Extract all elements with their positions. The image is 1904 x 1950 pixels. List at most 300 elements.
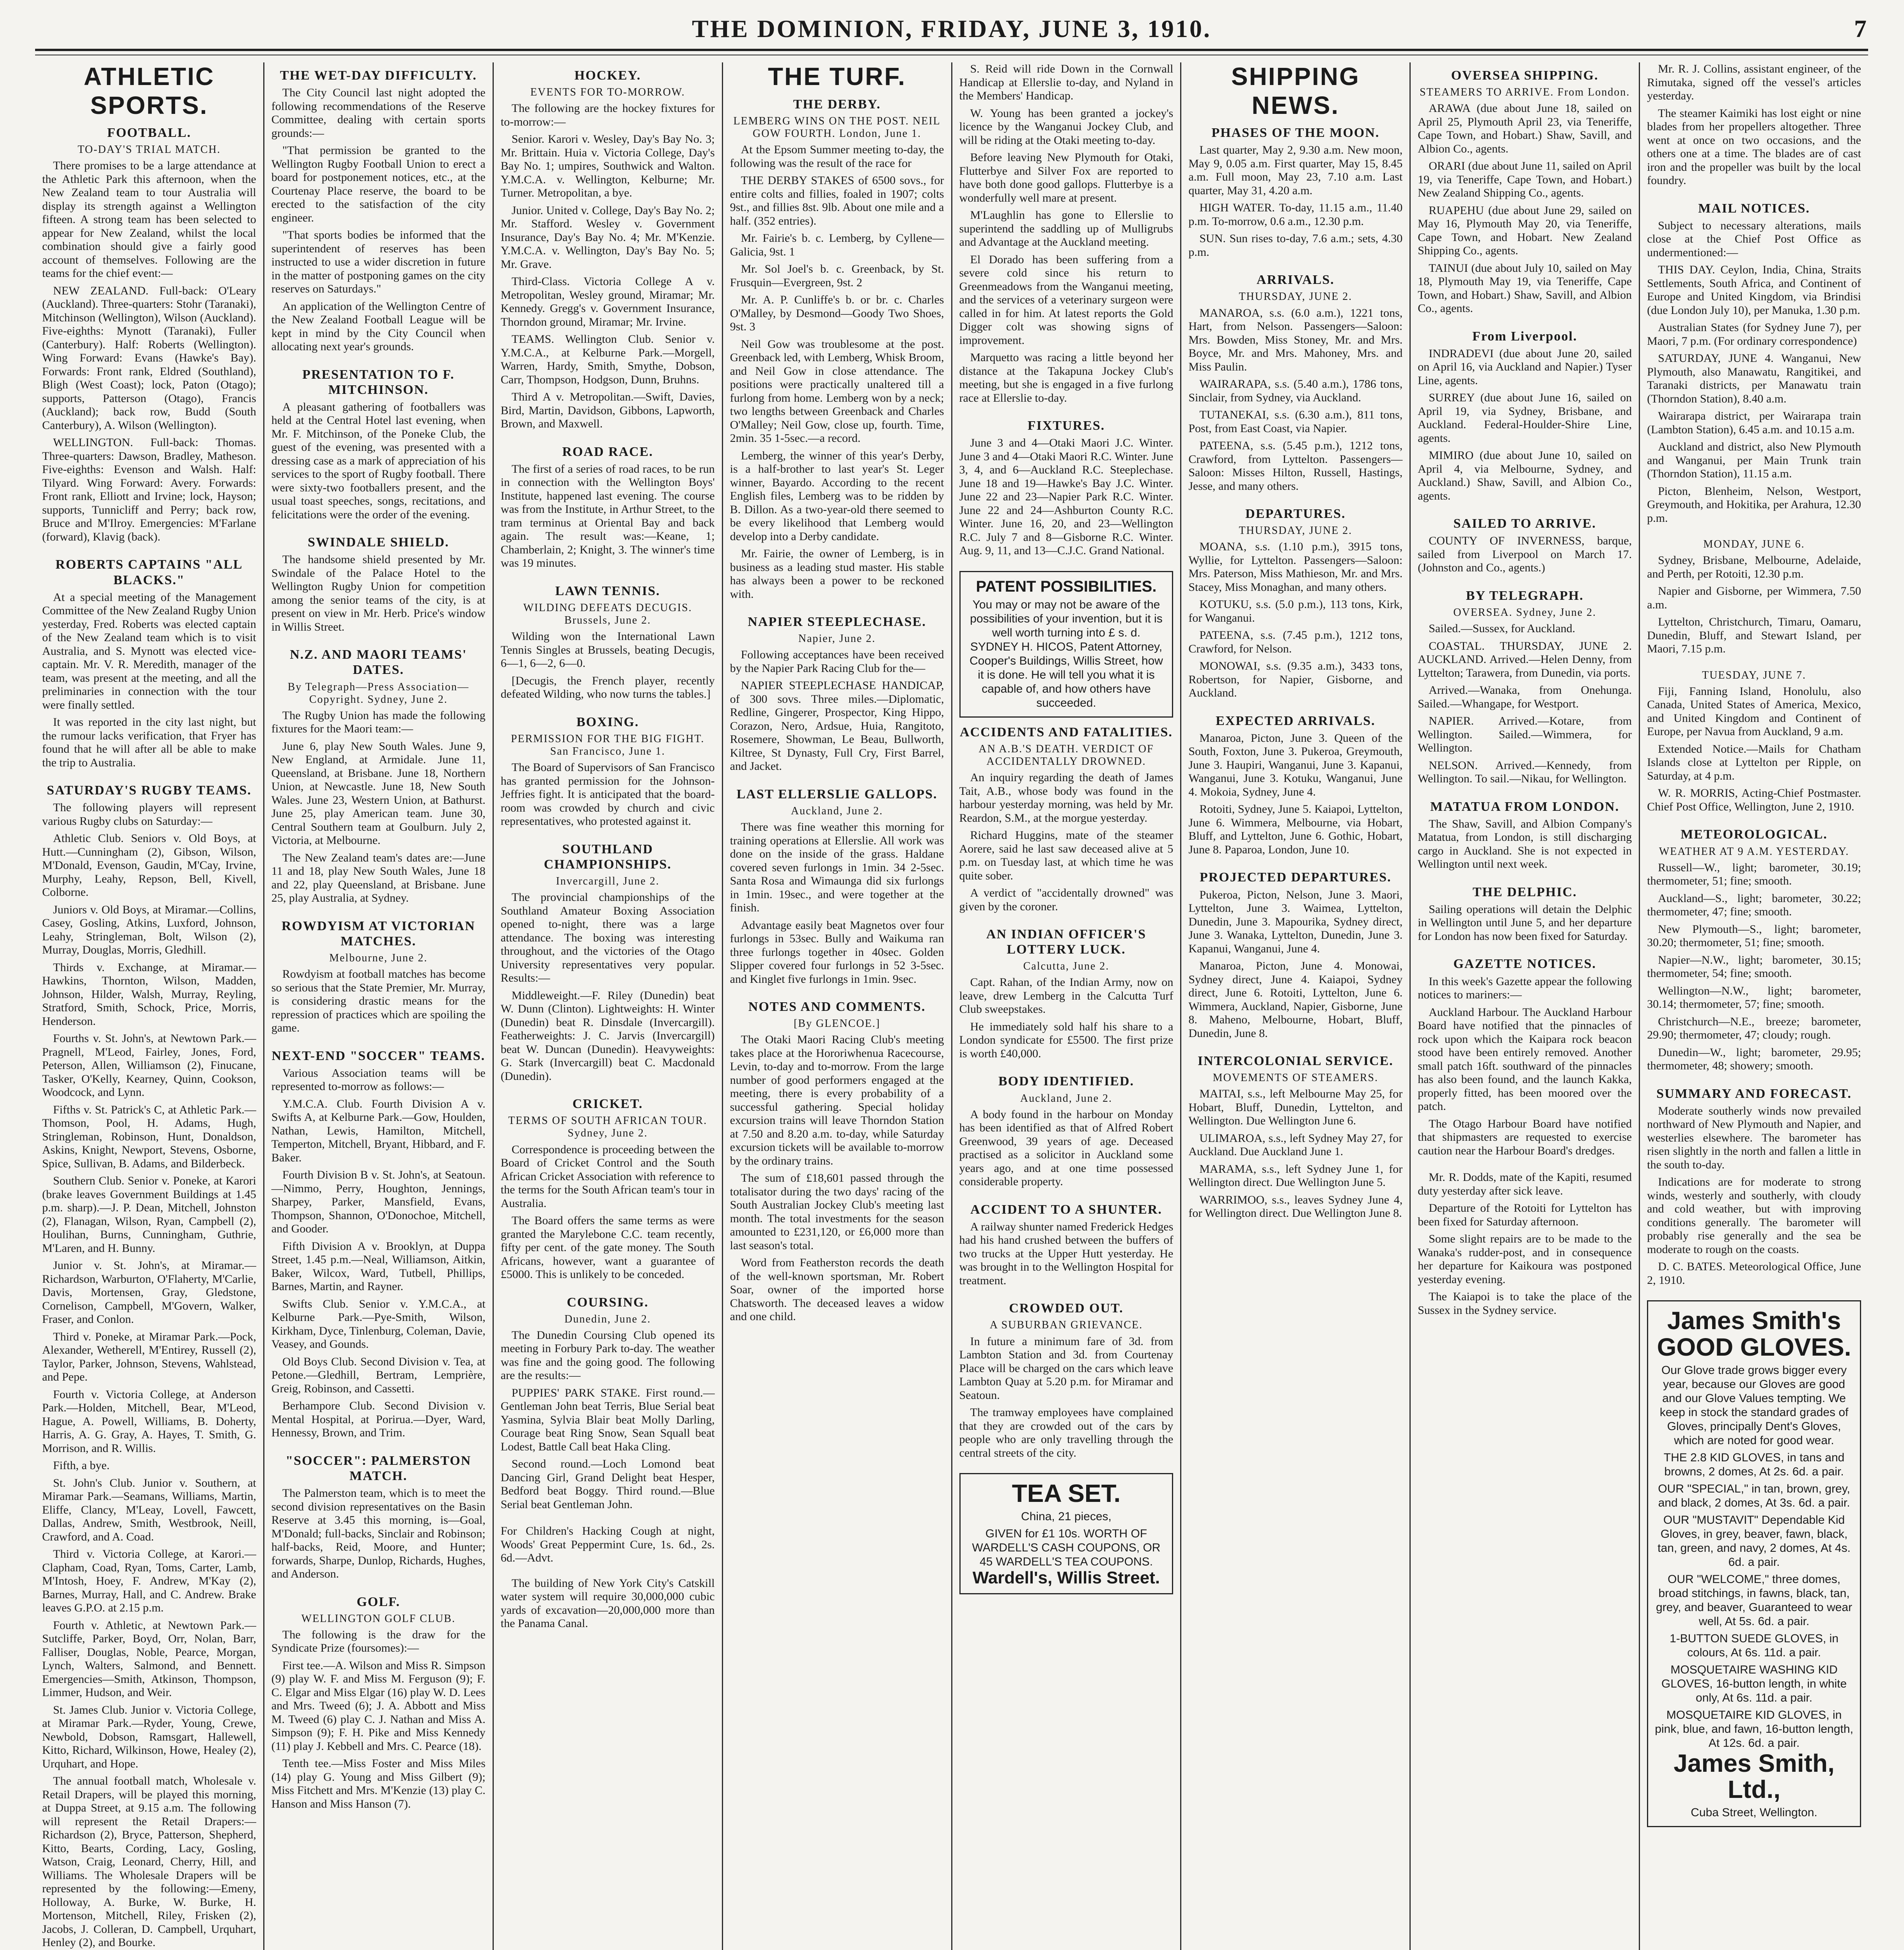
article-section (1647, 669, 1861, 814)
article-headline: From Liverpool. (1472, 329, 1578, 344)
article-paragraph: Fifth Division A v. Brooklyn, at Duppa Street, 1.45 p.m.—Neal, Williamson, Aitkin, Baker, Wilcox, Ward, Tutbell, Phillips, Barnes, Martin, and Rayner. (271, 1239, 486, 1293)
article-headline: ROBERTS CAPTAINS "ALL BLACKS." (55, 557, 243, 587)
article-section (1418, 516, 1632, 575)
article-paragraph: The tramway employees have complained that they are crowded out of the cars by people who are only travelling through the central streets of the city. (959, 1406, 1174, 1459)
article-paragraph: WAIRARAPA, s.s. (5.40 a.m.), 1786 tons, Sinclair, from Sydney, via Auckland. (1188, 378, 1403, 404)
article-paragraph: Various Association teams will be represented to-morrow as follows:— (271, 1066, 486, 1093)
article-section (271, 1453, 486, 1581)
article-section (501, 68, 715, 431)
article-headline: SAILED TO ARRIVE. (1453, 516, 1596, 531)
article-subhead: WEATHER AT 9 A.M. YESTERDAY. (1659, 845, 1849, 858)
article-paragraph: Indications are for moderate to strong winds, westerly and southerly, with cloudy and cold weather, but with improving conditions generally. The barometer will probably rise generally and the sea be moderate to rough on the coasts. (1647, 1175, 1861, 1256)
article-paragraph: The annual football match, Wholesale v. Retail Drapers, will be played this morning, at Duppa Street, at 9.15 a.m. The following will represent the Retail Drapers:—Richardson (2), Bryce, Patterson, Shepherd, Kitto, Bearts, Cording, Lacy, Gosling, Watson, Craig, Leonard, Cherry, Hill, and Williams. The Wholesale Drapers will be represented by the following:—Emeny, Holloway, A. Burke, W. Burke, H. Mortenson, Mitchell, Riley, Frisken (2), Jacobs, J. Colleran, D. Campbell, Urquhart, Henley (2), and Bourke. (42, 1774, 256, 1949)
article-paragraph: Mr. Sol Joel's b. c. Greenback, by St. Frusquin—Evergreen, 9st. 2 (730, 262, 944, 289)
article-subhead: STEAMERS TO ARRIVE. From London. (1420, 86, 1630, 99)
article-paragraph: WELLINGTON. Full-back: Thomas. Three-quarters: Dawson, Bradley, Matheson. Five-eighths: Evenson and Walsh. Half: Tilyard. Wing Forward: Avery. Forwards: Front rank, Elliott and Irvine; lock, Hayson; supports, Tunnicliff and Perry; back row, Bruce and M'Ilroy. Emergencies: M'Farlane (forward), Klavig (back). (42, 436, 256, 543)
article-paragraph: The Rugby Union has made the following fixtures for the Maori team:— (271, 709, 486, 736)
article-paragraph: Subject to necessary alterations, mails close at the Chief Post Office as undermentioned:— (1647, 219, 1861, 259)
advertisement-james-smith (1647, 1300, 1861, 1827)
article-headline: BY TELEGRAPH. (1466, 588, 1584, 603)
article-paragraph: MIMIRO (due about June 10, sailed on April 4, via Melbourne, Sydney, and Auckland.) Shaw, Savill, and Albion Co., agents. (1418, 449, 1632, 502)
advertisement-peppermint: For Children's Hacking Cough at night, Woods' Great Peppermint Cure, 1s. 6d., 2s. 6d.—Advt. (500, 1525, 715, 1565)
article-headline: LAST ELLERSLIE GALLOPS. (736, 787, 938, 801)
article-headline: MATATUA FROM LONDON. (1430, 799, 1620, 814)
article-paragraph: St. James Club. Junior v. Victoria College, at Miramar Park.—Ryder, Young, Crewe, Newbold, Dobson, Ramsgart, Hallewell, Kitto, Richard, Wilkinson, Howe, Healey (2), Urquhart, and Hope. (42, 1703, 256, 1770)
article-section (1188, 870, 1402, 1040)
article-subhead: OVERSEA. Sydney, June 2. (1453, 606, 1596, 619)
article-paragraph: An inquiry regarding the death of James Tait, A.B., whose body was found in the harbour yesterday morning, was held by Mr. Reardon, S.M., at the morgue yesterday. (959, 771, 1174, 824)
section-title: ATHLETIC SPORTS. (83, 62, 215, 119)
article-paragraph: NAPIER. Arrived.—Kotare, from Wellington. Sailed.—Wimmera, for Wellington. (1418, 714, 1632, 755)
column-7 (1411, 62, 1640, 1950)
article-paragraph: HIGH WATER. To-day, 11.15 a.m., 11.40 p.m. To-morrow, 0.6 a.m., 12.30 p.m. (1188, 201, 1403, 228)
article-headline: THE WET-DAY DIFFICULTY. (280, 68, 477, 83)
article-paragraph: TEAMS. Wellington Club. Senior v. Y.M.C.A., at Kelburne Park.—Morgell, Warren, Hardy, Smith, Smythe, Dobson, Carr, Thompson, Hodgson, Dunn, Bruhns. (500, 333, 715, 386)
article-headline: MAIL NOTICES. (1698, 201, 1810, 216)
column-1 (35, 62, 264, 1950)
masthead (35, 10, 1868, 48)
article-paragraph: Departure of the Rotoiti for Lyttelton has been fixed for Saturday afternoon. (1418, 1202, 1632, 1228)
article-paragraph: The building of New York City's Catskill water system will require 30,000,000 cubic yards of excavation—20,000,000 more than the Panama Canal. (500, 1576, 715, 1630)
article-section (1188, 62, 1402, 259)
article-paragraph: In this week's Gazette appear the following notices to mariners:— (1418, 975, 1632, 1002)
article-subhead: LEMBERG WINS ON THE POST. NEIL GOW FOURTH. London, June 1. (733, 115, 941, 140)
article-subhead: TERMS OF SOUTH AFRICAN TOUR. Sydney, June 2. (508, 1115, 707, 1140)
article-section (730, 999, 944, 1324)
article-paragraph: A pleasant gathering of footballers was held at the Central Hotel last evening, when Mr. F. Mitchinson, of the Poneke Club, the guest of the evening, was presented with a dressing case as a mark of appreciation of his services to the sport of Rugby football. There were sixty-two footballers present, and the usual toast speeches, songs, recitations, and felicitations were the order of the evening. (271, 400, 486, 521)
article-headline: NOTES AND COMMENTS. (748, 1000, 926, 1014)
article-paragraph: Last quarter, May 2, 9.30 a.m. New moon, May 9, 0.05 a.m. First quarter, May 15, 8.45 a.m. Full moon, May 23, 7.10 a.m. Last quarter, May 31, 4.20 a.m. (1188, 144, 1403, 197)
article-paragraph: Middleweight.—F. Riley (Dunedin) beat W. Dunn (Clinton). Lightweights: H. Winter (Dunedin) beat R. Dinsdale (Invercargill). Featherweights: J. C. Jarvis (Invercargill) beat W. Duncan (Dunedin). Heavyweights: G. Stark (Invercargill) beat C. Macdonald (Dunedin). (500, 989, 715, 1083)
article-headline: INTERCOLONIAL SERVICE. (1197, 1054, 1393, 1069)
article-paragraph: Fourth Division B v. St. John's, at Seatoun.—Nimmo, Perry, Houghton, Jennings, Sharpey, Parker, Mansfield, Evans, Thompson, Shannon, O'Donochoe, Mitchell, and Gooder. (271, 1168, 486, 1236)
article-subhead: Invercargill, June 2. (556, 875, 659, 887)
article-paragraph: Third-Class. Victoria College A v. Metropolitan, Wesley ground, Miramar; Mr. Kennedy. Gregg's v. Government Insurance, Thorndon ground, Miramar; Mr. Irvine. (500, 275, 715, 328)
article-paragraph: Old Boys Club. Second Division v. Tea, at Petone.—Gledhill, Bertram, Lemprière, Greig, Robinson, and Cassetti. (271, 1355, 486, 1395)
article-headline: CRICKET. (572, 1097, 643, 1112)
article-paragraph: Manaroa, Picton, June 4. Monowai, Sydney direct, June 4. Kaiapoi, Sydney direct, June 6. Rotoiti, Lyttelton, June 6. Wimmera, Auckland, Napier, Gisborne, June 8. Maheno, Melbourne, Hobart, Bluff, Dunedin, June 8. (1188, 959, 1403, 1040)
article-headline: SATURDAY'S RUGBY TEAMS. (46, 783, 252, 798)
article-paragraph: He immediately sold half his share to a London syndicate for £5500. The first prize is worth £40,000. (959, 1020, 1174, 1060)
article-subhead: [By GLENCOE.] (794, 1018, 881, 1030)
article-paragraph: Auckland and district, also New Plymouth and Wanganui, per Main Trunk train (Thorndon Station), 11.15 a.m. (1647, 440, 1861, 480)
article-paragraph: A verdict of "accidentally drowned" was given by the coroner. (959, 886, 1174, 913)
article-headline: BODY IDENTIFIED. (998, 1074, 1134, 1089)
article-paragraph: Rotoiti, Sydney, June 5. Kaiapoi, Lyttelton, June 6. Wimmera, Melbourne, via Hobart, Bluff, and Lyttelton, June 6. Gothic, Hobart, June 8. Paparoa, London, June 10. (1188, 803, 1403, 856)
article-headline: CROWDED OUT. (1009, 1301, 1124, 1316)
article-paragraph: D. C. BATES. Meteorological Office, June 2, 1910. (1647, 1260, 1861, 1287)
article-paragraph: RUAPEHU (due about June 29, sailed on May 16, Plymouth May 20, via Teneriffe, Cape Town, and Hobart. New Zealand Shipping Co., agents. (1418, 204, 1632, 257)
article-section (1647, 827, 1861, 1072)
article-paragraph: A railway shunter named Frederick Hedges had his hand crushed between the buffers of two trucks at the Upper Hutt yesterday. He was brought in to the Wellington Hospital for treatment. (959, 1220, 1174, 1287)
article-paragraph: COASTAL. THURSDAY, JUNE 2. AUCKLAND. Arrived.—Helen Denny, from Lyttelton; Tarawera, from Dunedin, via ports. (1418, 639, 1632, 679)
article-subhead: THURSDAY, JUNE 2. (1239, 291, 1353, 303)
article-paragraph: Neil Gow was troublesome at the post. Greenback led, with Lemberg, Whisk Broom, and Neil Gow in close attendance. The positions were practically unaltered till a furlong from home. Lemberg won by a neck; two lengths between Greenback and Charles O'Malley; Neil Gow, close up, fourth. Time, 2min. 35 1-5sec.—a record. (730, 337, 944, 445)
article-paragraph: First tee.—A. Wilson and Miss R. Simpson (9) play W. F. and Miss M. Ferguson (9); F. C. Elgar and Miss Elgar (16) play W. D. Lees and Mrs. Tweed (6); J. A. Abbott and Miss M. Tweed (6) play C. J. Nathan and Miss A. Simpson (9); F. H. Pike and Miss Kennedy (11) play J. Kebbell and Mrs. C. Pearce (18). (271, 1659, 486, 1753)
article-section (271, 647, 486, 905)
article-headline: PROJECTED DEPARTURES. (1199, 870, 1392, 885)
article-section (271, 68, 486, 354)
article-paragraph: Fourth v. Victoria College, at Anderson Park.—Holden, Mitchell, Bear, M'Leod, Hague, A. Powell, Williams, B. Doherty, Harris, A. G. Gray, A. Hayes, T. Smith, G. Morrison, and R. Willis. (42, 1388, 256, 1455)
article-paragraph: NEW ZEALAND. Full-back: O'Leary (Auckland). Three-quarters: Stohr (Taranaki), Mitchinson (Wellington), Wilson (Auckland). Five-eighths: Mynott (Taranaki), Fuller (Canterbury). Half: Roberts (Wellington). Wing Forward: Evans (Hawke's Bay). Forwards: Front rank, Eldred (Southland), Bligh (West Coast); lock, Paton (Otago); supports, Patterson (Otago), Francis (Auckland); back row, Budd (South Canterbury), A. Wilson (Wellington). (42, 284, 256, 432)
article-headline: "SOCCER": PALMERSTON MATCH. (285, 1453, 472, 1483)
article-subhead: MOVEMENTS OF STEAMERS. (1213, 1072, 1378, 1084)
article-headline: PRESENTATION TO F. MITCHINSON. (302, 367, 455, 397)
article-section (1418, 799, 1632, 871)
article-paragraph: The steamer Kaimiki has lost eight or nine blades from her propellers altogether. Three went at once on two occasions, and the others one at a time. The blades are of cast iron and the propeller was built by the local foundry. (1647, 106, 1861, 187)
article-headline: GAZETTE NOTICES. (1453, 957, 1596, 971)
article-paragraph: Richard Huggins, mate of the steamer Aorere, said he last saw deceased alive at 5 p.m. on Tuesday last, at which time he was quite sober. (959, 829, 1174, 882)
article-headline: SUMMARY AND FORECAST. (1656, 1086, 1852, 1101)
article-headline: PHASES OF THE MOON. (1211, 126, 1380, 140)
article-paragraph: Mr. A. P. Cunliffe's b. or br. c. Charles O'Malley, by Desmond—Goody Two Shoes, 9st. 3 (730, 293, 944, 333)
article-paragraph: Sailing operations will detain the Delphic in Wellington until June 5, and her departure for London has now been fixed for Saturday. (1418, 902, 1632, 943)
article-paragraph: Wellington—N.W., light; barometer, 30.14; thermometer, 57; fine; smooth. (1647, 984, 1861, 1011)
article-paragraph: Senior. Karori v. Wesley, Day's Bay No. 3; Mr. Brittain. Huia v. Victoria College, Day's Bay No. 1; umpires, Southwick and Walton. Y.M.C.A. v. Wellington, Kelburne; Mr. Turner. Metropolitan, a bye. (500, 133, 715, 200)
article-paragraph: The handsome shield presented by Mr. Swindale of the Palace Hotel to the Wellington Rugby Union for competition among the senior teams of the city, is at present on view in Mr. Herb. Price's window in Willis Street. (271, 553, 486, 633)
article-subhead: TUESDAY, JUNE 7. (1702, 669, 1806, 681)
ad-item: THE 2.8 KID GLOVES, in tans and browns, 2 domes, At 2s. 6d. a pair. (1663, 1451, 1845, 1478)
article-headline: ACCIDENT TO A SHUNTER. (970, 1202, 1162, 1217)
article-section (730, 787, 944, 986)
article-paragraph: Lemberg, the winner of this year's Derby, is a half-brother to last year's St. Leger winner, Bayardo. According to the recent English files, Lemberg was to be ridden by B. Dillon. As a two-year-old there seemed to be every likelihood that Lemberg would develop into a Derby candidate. (730, 449, 944, 543)
article-section (271, 367, 486, 522)
article-headline: THE DERBY. (793, 97, 881, 112)
article-headline: FOOTBALL. (107, 126, 191, 140)
column-2 (264, 62, 494, 1950)
article-paragraph: INDRADEVI (due about June 20, sailed on April 16, via Auckland and Napier.) Tyser Line, agents. (1418, 347, 1632, 387)
column-3 (494, 62, 723, 1950)
article-paragraph: The Board of Supervisors of San Francisco has granted permission for the Johnson-Jeffries fight. It is anticipated that the board-room was crowded by church and civic representatives, who protested against it. (500, 761, 715, 828)
ad-address: Cuba Street, Wellington. (1691, 1806, 1817, 1819)
article-paragraph: Swifts Club. Senior v. Y.M.C.A., at Kelburne Park.—Pye-Smith, Wilson, Kirkham, Dyce, Tinlenburg, Coleman, Davie, Veasey, and Gounds. (271, 1297, 486, 1351)
article-paragraph: The Palmerston team, which is to meet the second division representatives on the Basin Reserve at 3.45 this morning, is—Goal, M'Donald; full-backs, Sinclair and Robinson; half-backs, Reid, Moore, and Hunter; forwards, Sharpe, Dunlop, Richards, Hughes, and Anderson. (271, 1487, 486, 1581)
column-5 (952, 62, 1182, 1950)
article-paragraph: ULIMAROA, s.s., left Sydney May 27, for Auckland. Due Auckland June 1. (1188, 1131, 1403, 1158)
article-paragraph: Junior. United v. College, Day's Bay No. 2; Mr. Stafford. Wesley v. Government Insurance, Day's Bay No. 4; Mr. M'Kenzie. Y.M.C.A. v. Wellington, Day's Bay No. 5; Mr. Grave. (500, 204, 715, 271)
article-section (501, 1577, 715, 1631)
article-section (1647, 201, 1861, 525)
article-section (959, 1202, 1174, 1288)
article-paragraph: In future a minimum fare of 3d. from Lambton Station and 3d. from Courtenay Place will be charged on the cars which leave Lambton Quay at 5.20 p.m. for Miramar and Seatoun. (959, 1335, 1174, 1402)
column-6 (1181, 62, 1411, 1950)
advertisement-tea-set (959, 1473, 1174, 1594)
article-paragraph: Rowdyism at football matches has become so serious that the State Premier, Mr. Murray, is considering drastic means for the repression of practices which are spoiling the game. (271, 968, 486, 1035)
article-headline: ROAD RACE. (562, 444, 653, 459)
masthead-rule (35, 49, 1868, 51)
article-paragraph: Juniors v. Old Boys, at Miramar.—Collins, Casey, Gosling, Atkins, Luxford, Johnson, Leahy, Stringleman, Bolt, Wilson (2), Murray, Douglas, Morris, Gledhill. (42, 903, 256, 957)
article-paragraph: Lyttelton, Christchurch, Timaru, Oamaru, Dunedin, Bluff, and Stewart Island, per Maori, 7.15 p.m. (1647, 615, 1861, 656)
article-section (42, 783, 256, 1950)
article-paragraph: Auckland Harbour. The Auckland Harbour Board have notified that the pinnacles of rock upon which the Kaipara rock beacon stood have been entirely removed. Another small patch 16ft. southward of the pinnacles has also been found, and the launch Kakka, properly fitted, has been moored over the patch. (1418, 1005, 1632, 1113)
article-section (1647, 538, 1861, 656)
article-paragraph: Napier—N.W., light; barometer, 30.15; thermometer, 54; fine; smooth. (1647, 953, 1861, 980)
article-headline: GOLF. (356, 1594, 401, 1609)
advertisement-patent (959, 571, 1174, 718)
article-paragraph: Southern Club. Senior v. Poneke, at Karori (brake leaves Government Buildings at 1.45 p.m. sharp).—J. P. Dean, Mitchell, Johnston (2), Flanagan, Wilson, Ryan, Campbell (2), Houlihan, Burns, Cunningham, Guthrie, M'Laren, and H. Bunny. (42, 1174, 256, 1255)
article-section (501, 714, 715, 828)
article-paragraph: THE DERBY STAKES of 6500 sovs., for entire colts and fillies, foaled in 1907; colts 9st., and fillies 8st. 9lb. About one mile and a half. (352 entries). (730, 174, 944, 227)
article-subhead: Melbourne, June 2. (329, 952, 428, 964)
article-paragraph: TAINUI (due about July 10, sailed on May 18, Plymouth May 19, via Teneriffe, Cape Town, and Hobart.) Shaw, Savill, and Albion Co., agents. (1418, 261, 1632, 315)
article-section (959, 1074, 1174, 1188)
article-headline: LAWN TENNIS. (555, 583, 660, 598)
article-section (501, 444, 715, 570)
article-paragraph: At a special meeting of the Management Committee of the New Zealand Rugby Union yesterday, Fred. Roberts was elected captain of the New Zealand team which is to visit Australia, and S. Mynott was elected vice-captain. Mr. V. R. Meredith, manager of the team, was present at the meeting, and all the preliminaries in connection with the tour were finally settled. (42, 590, 256, 711)
article-paragraph: St. John's Club. Junior v. Southern, at Miramar Park.—Seamans, Williams, Martin, Eliffe, Clancy, M'Leay, Lovell, Fawcett, Dallas, Andrew, Smith, Westbrook, Neill, Crawford, and A. Coad. (42, 1476, 256, 1543)
article-section (959, 1301, 1174, 1460)
article-section (959, 62, 1174, 405)
article-paragraph: The Shaw, Savill, and Albion Company's Matatua, from London, is still discharging cargo in Auckland. She is not expected in Wellington until next week. (1418, 817, 1632, 871)
article-paragraph: Christchurch—N.E., breeze; barometer, 29.90; thermometer, 47; cloudy; rough. (1647, 1015, 1861, 1042)
article-section (959, 725, 1174, 913)
article-paragraph: Before leaving New Plymouth for Otaki, Flutterbye and Silver Fox are reported to have both done good gallops. Flutterbye is a wonderfully well mare at present. (959, 151, 1174, 204)
ad-title: James Smith's GOOD GLOVES. (1657, 1306, 1851, 1361)
article-section (271, 535, 486, 634)
article-paragraph: Auckland—S., light; barometer, 30.22; thermometer, 47; fine; smooth. (1647, 892, 1861, 918)
article-paragraph: Fifth, a bye. (53, 1459, 110, 1472)
article-subhead: WILDING DEFEATS DECUGIS. Brussels, June 2. (523, 601, 692, 627)
article-paragraph: Dunedin—W., light; barometer, 29.95; thermometer, 48; showery; smooth. (1647, 1046, 1861, 1072)
article-paragraph: Pukeroa, Picton, Nelson, June 3. Maori, Lyttelton, June 3. Waimea, Lyttelton, Dunedin, June 3. Mapourika, Sydney direct, June 3. Wanaka, Lyttelton, Dunedin, June 3. Kapanui, Wanganui, June 4. (1188, 888, 1403, 955)
article-paragraph: June 3 and 4—Otaki Maori J.C. Winter. June 3 and 4—Otaki Maori R.C. Winter. June 3, 4, and 6—Auckland R.C. Steeplechase. June 18 and 19—Hawke's Bay J.C. Winter. June 22 and 23—Napier Park R.C. Winter. June 22 and 24—Ashburton County R.C. Winter. June 16, 20, and 23—Wellington R.C. July 7 and 8—Gisborne R.C. Winter. Aug. 9, 11, and 13—C.J.C. Grand National. (959, 436, 1174, 557)
article-paragraph: The Board offers the same terms as were granted the Marylebone C.C. team recently, fifty per cent. of the gate money. The South Africans, however, want a guarantee of £5000. This is unlikely to be conceded. (500, 1214, 715, 1281)
article-headline: BOXING. (576, 714, 639, 729)
article-headline: OVERSEA SHIPPING. (1451, 68, 1599, 83)
article-paragraph: El Dorado has been suffering from a severe cold since his return to Greenmeadows from the Wanganui meeting, and the services of a veterinary surgeon were called in for him. At latest reports the Gold Digger colt was showing signs of improvement. (959, 253, 1174, 347)
article-paragraph: The City Council last night adopted the following recommendations of the Reserve Committee, dealing with certain sports grounds:— (271, 86, 486, 140)
article-paragraph: Correspondence is proceeding between the Board of Cricket Control and the South African Cricket Association with reference to the terms for the South African team's tour in Australia. (500, 1143, 715, 1210)
article-section (959, 418, 1174, 558)
article-paragraph: Advantage easily beat Magnetos over four furlongs in 53sec. Bully and Waikuma ran three furlongs together in 40sec. Golden Slipper covered four furlongs in 52 3-5sec. and Kinglet five furlongs in 1min. 9sec. (730, 918, 944, 986)
article-paragraph: Moderate southerly winds now prevailed northward of New Plymouth and Napier, and westerlies elsewhere. The barometer has risen slightly in the north and fallen a little in the south to-day. (1647, 1104, 1861, 1171)
article-subhead: Calcutta, June 2. (1023, 960, 1110, 973)
article-section (501, 1096, 715, 1281)
article-paragraph: Russell—W., light; barometer, 30.19; thermometer, 51; fine; smooth. (1647, 861, 1861, 888)
article-section (271, 1594, 486, 1811)
article-paragraph: Fiji, Fanning Island, Honolulu, also Canada, United States of America, Mexico, and United Kingdom and Continent of Europe, per Navua from Auckland, 9 a.m. (1647, 684, 1861, 738)
article-section (1418, 68, 1632, 316)
article-section (1188, 1053, 1402, 1220)
article-section (730, 614, 944, 773)
article-paragraph: Word from Featherston records the death of the well-known sportsman, Mr. Robert Soar, owner of the imported horse Chatsworth. The deceased leaves a widow and one child. (730, 1256, 944, 1323)
article-paragraph: Mr. R. Dodds, mate of the Kapiti, resumed duty yesterday after sick leave. (1418, 1171, 1632, 1197)
article-paragraph: Arrived.—Wanaka, from Onehunga. Sailed.—Whangape, for Westport. (1418, 684, 1632, 710)
article-section (42, 557, 256, 769)
article-paragraph: W. Young has been granted a jockey's licence by the Wanganui Jockey Club, and will be riding at the Otaki meeting to-day. (959, 106, 1174, 147)
article-section (1188, 713, 1402, 857)
article-paragraph: Third v. Poneke, at Miramar Park.—Pock, Alexander, Wetherell, M'Entirey, Russell (2), Taylor, Parker, Johnson, Stevens, Wahlstead, and Pepe. (42, 1330, 256, 1384)
article-paragraph: Some slight repairs are to be made to the Wanaka's rudder-post, and in consequence her departure for Kaikoura was postponed yesterday evening. (1418, 1232, 1632, 1286)
article-paragraph: The Otago Harbour Board have notified that shipmasters are requested to exercise caution near the Harbour Board's dredges. (1418, 1117, 1632, 1157)
article-headline: SOUTHLAND CHAMPIONSHIPS. (544, 842, 672, 872)
ad-body: You may or may not be aware of the possibilities of your invention, but it is well worth turning into £ s. d. SYDNEY H. HICOS, Patent Attorney, Cooper's Buildings, Willis Street, how it is done. He will tell you what it is capable of, and how others have succeeded. (969, 598, 1163, 709)
article-paragraph: Fourths v. St. John's, at Newtown Park.—Pragnell, M'Leod, Fairley, Jones, Ford, Peterson, Allen, Williamson (2), Finucane, Tasker, O'Kelly, Kearney, Quinn, Cookson, Woodcock, and Lynn. (42, 1032, 256, 1099)
article-section (271, 918, 486, 1035)
article-headline: SWINDALE SHIELD. (307, 535, 449, 550)
article-paragraph: Fourth v. Athletic, at Newtown Park.—Sutcliffe, Parker, Boyd, Orr, Nolan, Barr, Falliser, Douglas, Noble, Pearce, Morgan, Lynch, Walters, Salmond, and Bennett. Emergencies—Smith, Atkinson, Thompson, Limmer, Hudson, and Weir. (42, 1618, 256, 1699)
section-title: THE TURF. (768, 62, 906, 90)
article-paragraph: The provincial championships of the Southland Amateur Boxing Association opened to-night, there was a large attendance. The boxing was interesting throughout, and the victories of the Otago University representatives very popular. Results:— (500, 891, 715, 985)
article-paragraph: Marquetto was racing a little beyond her distance at the Takapuna Jockey Club's meeting, but she is engaged in a five furlong race at Ellerslie to-day. (959, 351, 1174, 404)
article-section (1418, 1171, 1632, 1317)
article-paragraph: TUTANEKAI, s.s. (6.30 a.m.), 811 tons, Post, from East Coast, via Napier. (1188, 408, 1403, 435)
article-subhead: EVENTS FOR TO-MORROW. (530, 86, 685, 99)
article-paragraph: "That permission be granted to the Wellington Rugby Football Union to erect a board for postponement notices, etc., at the Courtenay Place reserve, the board to be erected to the satisfaction of the city engineer. (271, 144, 486, 224)
article-paragraph: MAITAI, s.s., left Melbourne May 25, for Hobart, Bluff, Dunedin, Lyttelton, and Wellington. Due Wellington June 6. (1188, 1087, 1403, 1127)
article-paragraph: SUN. Sun rises to-day, 7.6 a.m.; sets, 4.30 p.m. (1188, 232, 1403, 259)
article-section (1188, 272, 1402, 493)
article-subhead: PERMISSION FOR THE BIG FIGHT. San Francisco, June 1. (511, 732, 705, 758)
article-paragraph: NELSON. Arrived.—Kennedy, from Wellington. To sail.—Nikau, for Wellington. (1418, 759, 1632, 785)
article-headline: N.Z. AND MAORI TEAMS' DATES. (290, 647, 467, 677)
article-paragraph: THIS DAY. Ceylon, India, China, Straits Settlements, South Africa, and Continent of Europe and United Kingdom, via Brindisi (due London July 10), per Manuka, 1.30 p.m. (1647, 263, 1861, 317)
article-section (271, 1048, 486, 1440)
article-paragraph: Manaroa, Picton, June 3. Queen of the South, Foxton, June 3. Pukeroa, Greymouth, June 3. Haupiri, Wanganui, June 3. Kapanui, Wanganui, June 3. Kotuku, Wanganui, June 4. Mokoia, Sydney, June 4. (1188, 731, 1403, 798)
article-subhead: A SUBURBAN GRIEVANCE. (989, 1319, 1143, 1331)
article-paragraph: Fifths v. St. Patrick's C, at Athletic Park.—Thomson, Pool, H. Adams, Hugh, Stringleman, Robinson, Hunt, Donaldson, Askins, Knight, Newport, Stevens, Osborne, Spice, Sullivan, B. Adams, and Bilderbeck. (42, 1103, 256, 1170)
article-paragraph: WARRIMOO, s.s., leaves Sydney June 4, for Wellington direct. Due Wellington June 8. (1188, 1193, 1403, 1220)
article-subhead: Napier, June 2. (798, 633, 876, 645)
article-paragraph: June 6, play New South Wales. June 9, New England, at Armidale. June 11, Queensland, at Brisbane. June 18, Northern Union, at Newcastle. June 18, New South Wales. June 23, Western Union, at Bathurst. June 25, play American team. June 30, Central Southern team at Goulburn. July 2, Victoria, at Melbourne. (271, 739, 486, 847)
article-paragraph: MONOWAI, s.s. (9.35 a.m.), 3433 tons, Robertson, for Napier, Gisborne, and Auckland. (1188, 659, 1403, 700)
article-headline: COURSING. (567, 1295, 649, 1310)
article-headline: NEXT-END "SOCCER" TEAMS. (271, 1048, 486, 1063)
article-paragraph: The following is the draw for the Syndicate Prize (foursomes):— (271, 1628, 486, 1655)
ad-subtitle: China, 21 pieces, (1021, 1510, 1112, 1523)
article-paragraph: Wairarapa district, per Wairarapa train (Lambton Station), 6.45 a.m. and 10.15 a.m. (1647, 410, 1861, 436)
article-section (1647, 62, 1861, 188)
article-headline: ROWDYISM AT VICTORIAN MATCHES. (281, 918, 475, 949)
article-subhead: THURSDAY, JUNE 2. (1239, 525, 1353, 537)
article-paragraph: The New Zealand team's dates are:—June 11 and 18, play New South Wales, June 18 and 22, play Queensland, at Brisbane. June 25, play Australia, at Sydney. (271, 851, 486, 905)
article-headline: METEOROLOGICAL. (1681, 827, 1828, 842)
article-paragraph: SURREY (due about June 16, sailed on April 19, via Sydney, Brisbane, and Auckland. Federal-Houlder-Shire Line, agents. (1418, 391, 1632, 445)
article-paragraph: "That sports bodies be informed that the superintendent of reserves has been instructed to use a wider discretion in future in the matter of postponing games on the city reserves on Saturdays." (271, 229, 486, 296)
ad-item: OUR "SPECIAL," in tan, brown, grey, and black, 2 domes, At 3s. 6d. a pair. (1658, 1482, 1850, 1509)
column-4 (723, 62, 952, 1950)
article-paragraph: Australian States (for Sydney June 7), per Maori, 7 p.m. (For ordinary correspondence) (1647, 321, 1861, 347)
article-headline: THE DELPHIC. (1472, 885, 1577, 899)
article-subhead: Auckland, June 2. (791, 805, 883, 817)
article-paragraph: Y.M.C.A. Club. Fourth Division A v. Swifts A, at Kelburne Park.—Gow, Houlden, Nathan, Lewis, Hamilton, Mitchell, Temperton, Mitchell, Bryant, Hibbard, and F. Baker. (271, 1097, 486, 1164)
article-paragraph: The first of a series of road races, to be run in connection with the Wellington Boys' Institute, happened last evening. The course was from the Institute, in Arthur Street, to the tram terminus at Oriental Bay and back again. The result was:—Keane, 1; Chamberlain, 2; Knight, 3. The winner's time was 19 minutes. (500, 462, 715, 570)
article-section (42, 62, 256, 544)
article-paragraph: New Plymouth—S., light; barometer, 30.20; thermometer, 51; fine; smooth. (1647, 922, 1861, 949)
article-section (1418, 956, 1632, 1158)
article-section (1418, 885, 1632, 943)
article-paragraph: Junior v. St. John's, at Miramar.—Richardson, Warburton, O'Flaherty, M'Carlie, Davis, Mortensen, Gray, Gledstone, Cornelison, Campbell, M'Govern, Walker, Fraser, and Conlon. (42, 1259, 256, 1326)
ad-body: Our Glove trade grows bigger every year, because our Gloves are good and our Glove Values tempting. We keep in stock the standard grades of Gloves, principally Dent's Gloves, which are noted for good wear. (1659, 1363, 1849, 1447)
article-paragraph: Tenth tee.—Miss Foster and Miss Miles (14) play G. Young and Miss Gilbert (9); Miss Fitchett and Mrs. M'Kenzie (13) play C. Hanson and Miss Hanson (7). (271, 1757, 486, 1810)
article-headline: ARRIVALS. (1256, 273, 1335, 287)
article-paragraph: The Dunedin Coursing Club opened its meeting in Forbury Park to-day. The weather was fine and the going good. The following are the results:— (500, 1328, 715, 1382)
article-subhead: WELLINGTON GOLF CLUB. (301, 1612, 456, 1625)
article-paragraph: S. Reid will ride Down in the Cornwall Handicap at Ellerslie to-day, and Nyland in the Members' Handicap. (959, 62, 1174, 102)
article-paragraph: Picton, Blenheim, Nelson, Westport, Greymouth, and Hokitika, per Arahura, 12.30 p.m. (1647, 484, 1861, 525)
article-paragraph: Second round.—Loch Lomond beat Dancing Girl, Grand Delight beat Hesper, Bedford beat Boggy. Third round.—Blue Serial beat Gentleman John. (500, 1457, 715, 1511)
newspaper-columns (35, 62, 1868, 1950)
page-number: 7 (1854, 15, 1868, 43)
ad-item: MOSQUETAIRE KID GLOVES, in pink, blue, and fawn, 16-button length, At 12s. 6d. a pair. (1655, 1708, 1853, 1750)
article-paragraph: KOTUKU, s.s. (5.0 p.m.), 113 tons, Kirk, for Wanganui. (1188, 598, 1403, 624)
article-paragraph: There promises to be a large attendance at the Athletic Park this afternoon, when the New Zealand team to tour Australia will display its strength against a Wellington fifteen. A strong team has been selected to appear for New Zealand, whilst the local combination should give a fairly good account of themselves. Following are the teams for the chief event:— (42, 159, 256, 280)
article-paragraph: Third A v. Metropolitan.—Swift, Davies, Bird, Martin, Davidson, Gibbons, Lapworth, Brown, and Maxwell. (500, 390, 715, 431)
article-paragraph: An application of the Wellington Centre of the New Zealand Football League will be kept in mind by the City Council when allocating next year's grounds. (271, 300, 486, 353)
article-paragraph: MARAMA, s.s., left Sydney June 1, for Wellington direct. Due Wellington June 5. (1188, 1162, 1403, 1189)
article-subhead: Auckland, June 2. (1020, 1092, 1113, 1104)
article-paragraph: Extended Notice.—Mails for Chatham Islands close at Lyttelton per Ripple, on Saturday, at 4 p.m. (1647, 742, 1861, 782)
article-section (1188, 506, 1402, 700)
ad-item: MOSQUETAIRE WASHING KID GLOVES, 16-button length, in white only, At 6s. 11d. a pair. (1661, 1663, 1847, 1704)
ad-item: OUR "MUSTAVIT" Dependable Kid Gloves, in grey, beaver, fawn, black, tan, green, and navy, 2 domes, At 4s. 6d. a pair. (1658, 1513, 1851, 1569)
article-headline: HOCKEY. (574, 68, 641, 83)
article-headline: ACCIDENTS AND FATALITIES. (959, 725, 1173, 739)
article-paragraph: Sailed.—Sussex, for Auckland. (1429, 622, 1576, 635)
article-paragraph: It was reported in the city last night, but the rumour lacks verification, that Fryer has found that he will after all be able to make the trip to Australia. (42, 716, 256, 769)
article-paragraph: [Decugis, the French player, recently defeated Wilding, who now turns the tables.] (500, 674, 715, 701)
article-section (1647, 1086, 1861, 1287)
article-paragraph: COUNTY OF INVERNESS, barque, sailed from Liverpool on March 17. (Johnston and Co., agents.) (1418, 534, 1632, 574)
article-paragraph: Following acceptances have been received by the Napier Park Racing Club for the— (730, 648, 944, 675)
article-paragraph: Thirds v. Exchange, at Miramar.—Hawkins, Thornton, Wilson, Madden, Johnson, Hilder, Walsh, Murray, Reyling, Stratford, Smith, Schock, Price, Morris, Henderson. (42, 961, 256, 1028)
article-paragraph: Wilding won the International Lawn Tennis Singles at Brussels, beating Decugis, 6—1, 6—2, 6—0. (500, 630, 715, 670)
article-section (1418, 588, 1632, 786)
article-paragraph: Napier and Gisborne, per Wimmera, 7.50 a.m. (1647, 585, 1861, 611)
article-paragraph: The following are the hockey fixtures for to-morrow:— (500, 102, 715, 128)
article-paragraph: The following players will represent various Rugby clubs on Saturday:— (42, 801, 256, 828)
article-paragraph: ARAWA (due about June 18, sailed on April 25, Plymouth April 23, via Teneriffe, Cape Town, and Hobart.) Shaw, Savill, and Albion Co., agents. (1418, 102, 1632, 155)
article-paragraph: The Otaki Maori Racing Club's meeting takes place at the Hororiwhenua Racecourse, Levin, to-day and to-morrow. From the large number of good performers engaged at the meeting, there is every probability of a successful gathering. Special holiday excursion trains will leave Thorndon Station at 7.50 and 8.20 a.m. to-day, while Saturday excursion tickets will be available to-morrow by the ordinary trains. (730, 1033, 944, 1167)
article-section (501, 842, 715, 1083)
article-paragraph: ORARI (due about June 11, sailed on April 19, via Teneriffe, Cape Town, and Hobart.) New Zealand Shipping Co., agents. (1418, 160, 1632, 200)
article-paragraph: Sydney, Brisbane, Melbourne, Adelaide, and Perth, per Rotoiti, 12.30 p.m. (1647, 554, 1861, 580)
article-paragraph: NAPIER STEEPLECHASE HANDICAP, of 300 sovs. Three miles.—Diplomatic, Redline, Gingerer, Prospector, King Hippo, Corazon, Nero, Ardsue, Huia, Rangitoto, Rosemere, Showman, Le Beau, Bullworth, Kiltree, St Dynasty, Full Cry, First Barrel, and Jacket. (730, 679, 944, 773)
article-paragraph: MOANA, s.s. (1.10 p.m.), 3915 tons, Wyllie, for Lyttelton. Passengers—Saloon: Mrs. Paterson, Miss Mathieson, Mr. and Mrs. Stacey, Miss Monaghan, and many others. (1188, 540, 1403, 594)
article-section (1418, 329, 1632, 503)
article-subhead: Dunedin, June 2. (564, 1313, 651, 1325)
article-section (501, 1295, 715, 1512)
article-subhead: By Telegraph—Press Association—Copyright. Sydney, June 2. (287, 681, 470, 706)
article-paragraph: Mr. Fairie's b. c. Lemberg, by Cyllene—Galicia, 9st. 1 (730, 232, 944, 258)
article-headline: NAPIER STEEPLECHASE. (748, 615, 926, 629)
ad-title: PATENT POSSIBILITIES. (976, 578, 1157, 595)
article-paragraph: Mr. R. J. Collins, assistant engineer, of the Rimutaka, signed off the vessel's articles yesterday. (1647, 62, 1861, 102)
article-paragraph: There was fine weather this morning for training operations at Ellerslie. All work was done on the inside of the grass. Haldane covered seven furlongs in 1min. 34 2-5sec. Santa Rosa and Wimaunga did six furlongs in 1min. 19sec., and were together at the finish. (730, 821, 944, 915)
ad-body: GIVEN for £1 10s. WORTH OF WARDELL'S CASH COUPONS, OR 45 WARDELL'S TEA COUPONS. (972, 1527, 1161, 1569)
ad-footer: Wardell's, Willis Street. (972, 1568, 1160, 1588)
article-headline: EXPECTED ARRIVALS. (1216, 713, 1376, 728)
article-paragraph: Athletic Club. Seniors v. Old Boys, at Hutt.—Cunningham (2), Gibson, Wilson, M'Donald, Evenson, Gaudin, M'Cay, Irvine, Murphy, Leahy, Repson, Bell, Kivell, Colborne. (42, 832, 256, 899)
article-paragraph: M'Laughlin has gone to Ellerslie to superintend the saddling up of Mulligrubs and Advantage at the Auckland meeting. (959, 209, 1174, 248)
ad-footer: James Smith, Ltd., (1674, 1749, 1835, 1803)
section-title: SHIPPING NEWS. (1231, 62, 1360, 119)
article-headline: FIXTURES. (1027, 418, 1105, 433)
ad-title: TEA SET. (1012, 1479, 1121, 1508)
article-paragraph: PATEENA, s.s. (7.45 p.m.), 1212 tons, Crawford, for Nelson. (1188, 629, 1403, 655)
article-section (730, 62, 944, 601)
article-subhead: TO-DAY'S TRIAL MATCH. (78, 144, 221, 156)
article-section (501, 583, 715, 701)
newspaper-title: THE DOMINION, FRIDAY, JUNE 3, 1910. (692, 15, 1211, 43)
article-headline: DEPARTURES. (1245, 507, 1346, 521)
article-paragraph: The Kaiapoi is to take the place of the Sussex in the Sydney service. (1418, 1290, 1632, 1317)
article-subhead: AN A.B.'S DEATH. VERDICT OF ACCIDENTALLY DROWNED. (979, 743, 1154, 768)
article-headline: AN INDIAN OFFICER'S LOTTERY LUCK. (986, 927, 1146, 957)
article-paragraph: Berhampore Club. Second Division v. Mental Hospital, at Porirua.—Dyer, Ward, Hennessy, Brown, and Trim. (271, 1399, 486, 1439)
column-8 (1640, 62, 1868, 1950)
article-paragraph: SATURDAY, JUNE 4. Wanganui, New Plymouth, also Manawatu, Rangitikei, and Taranaki districts, per Manawatu train (Thorndon Station), 8.40 a.m. (1647, 352, 1861, 405)
